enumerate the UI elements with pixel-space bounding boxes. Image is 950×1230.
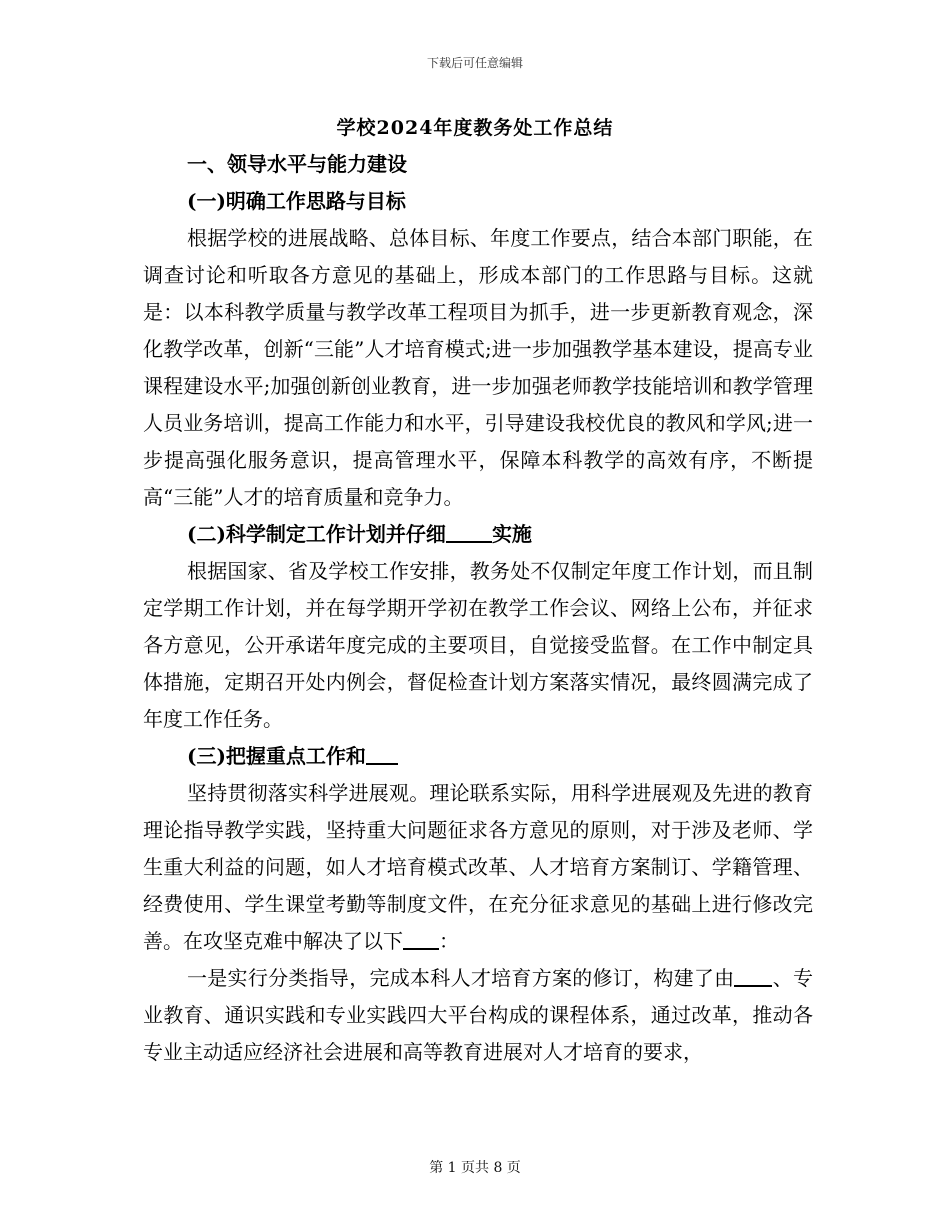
paragraph-3-tail: ： xyxy=(439,929,459,953)
page-title: 学校2024年度教务处工作总结 xyxy=(336,117,614,139)
blank-underline xyxy=(734,965,772,987)
paragraph-2: 根据国家、省及学校工作安排，教务处不仅制定年度工作计划，而且制定学期工作计划，并在每学期开学初在教学工作会议、网络上公布，并征求各方意见，公开承诺年度完成的主要项目，自觉接受监督。在工作中制定具体措施，定期召开处内例会，督促检查计划方案落实情况，最终圆满完成了年度工作任务。 xyxy=(143,559,813,731)
paragraph-4 xyxy=(143,960,813,1071)
page-number: 第 1 页共 8 页 xyxy=(429,1160,521,1176)
blank-underline xyxy=(446,521,492,543)
subsection-heading-3 xyxy=(143,738,813,775)
section-heading-1: 一、领导水平与能力建设 xyxy=(187,152,407,176)
subsection-heading-2 xyxy=(143,516,813,553)
paragraph-3-text: 坚持贯彻落实科学进展观。理论联系实际，用科学进展观及先进的教育理论指导教学实践，坚持重大问题征求各方意见的原则，对于涉及老师、学生重大利益的问题，如人才培育模式改革、人才培育方案制订、学籍管理、经费使用、学生课堂考勤等制度文件，在充分征求意见的基础上进行修改完善。在攻坚克难中解决了以下 xyxy=(143,781,813,953)
subsection-heading-3-text: (三)把握重点工作和 xyxy=(187,744,366,768)
paragraph-3 xyxy=(143,775,813,960)
header-note: 下载后可任意编辑 xyxy=(426,56,523,70)
paragraph-4-text: 一是实行分类指导，完成本科人才培育方案的修订，构建了由 xyxy=(187,966,735,990)
blank-underline xyxy=(366,743,398,765)
subsection-heading-2-text: (二)科学制定工作计划并仔细 xyxy=(187,522,446,546)
subsection-heading-2-tail: 实施 xyxy=(491,522,532,546)
subsection-heading-1: (一)明确工作思路与目标 xyxy=(187,189,406,213)
document-body xyxy=(143,146,813,1071)
paragraph-4-tail: 、专业教育、通识实践和专业实践四大平台构成的课程体系，通过改革，推动各专业主动适应经济社会进展和高等教育进展对人才培育的要求， xyxy=(143,966,814,1064)
paragraph-1: 根据学校的进展战略、总体目标、年度工作要点，结合本部门职能，在调查讨论和听取各方意见的基础上，形成本部门的工作思路与目标。这就是：以本科教学质量与教学改革工程项目为抓手，进一步更新教育观念，深化教学改革，创新“三能”人才培育模式;进一步加强教学基本建设，提高专业课程建设水平;加强创新创业教育，进一步加强老师教学技能培训和教学管理人员业务培训，提高工作能力和水平，引导建设我校优良的教风和学风;进一步提高强化服务意识，提高管理水平，保障本科教学的高效有序，不断提高“三能”人才的培育质量和竞争力。 xyxy=(143,226,813,509)
blank-underline xyxy=(403,928,439,950)
